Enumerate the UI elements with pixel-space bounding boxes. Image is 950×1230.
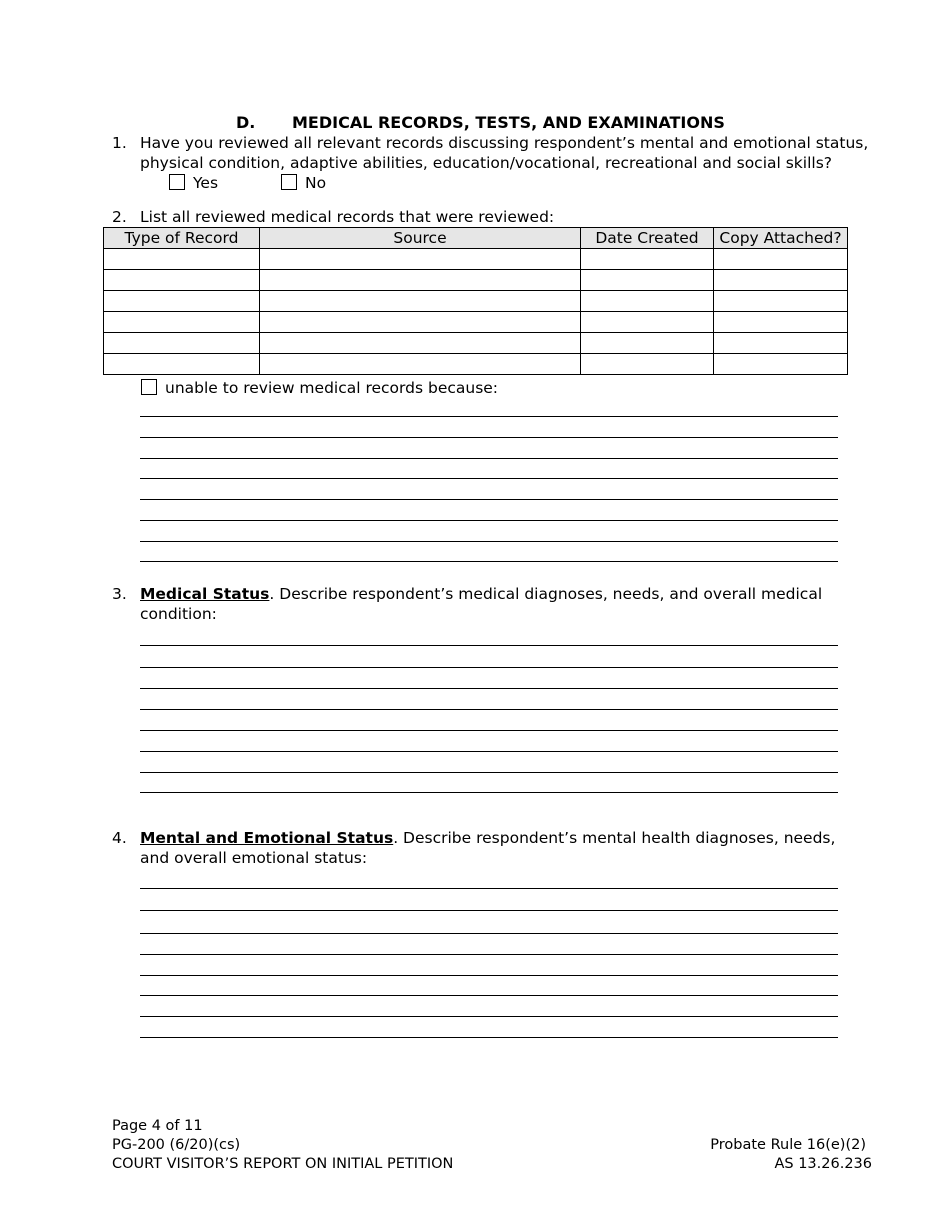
q1-no-checkbox[interactable] [281,174,297,190]
table-row [104,270,848,291]
q4-title: Mental and Emotional Status [140,829,394,847]
q3-answer-line[interactable] [140,730,838,731]
table-cell[interactable] [581,291,714,312]
col-header-copy: Copy Attached? [714,228,848,249]
table-cell[interactable] [714,249,848,270]
table-row [104,354,848,375]
q4-answer-line[interactable] [140,954,838,955]
q4-description: . Describe respondent’s mental health diagnoses, needs, [393,829,836,847]
q3-answer-line[interactable] [140,751,838,752]
q2-answer-line[interactable] [140,458,838,459]
q2-answer-line[interactable] [140,561,838,562]
q3-answer-line[interactable] [140,688,838,689]
table-cell[interactable] [714,291,848,312]
q4-answer-line[interactable] [140,995,838,996]
table-cell[interactable] [714,270,848,291]
table-cell[interactable] [260,333,581,354]
q3-title: Medical Status [140,585,270,603]
table-cell[interactable] [260,354,581,375]
table-cell[interactable] [714,354,848,375]
table-cell[interactable] [104,270,260,291]
q3-text-line2: condition: [140,605,217,623]
q2-answer-line[interactable] [140,416,838,417]
footer-page-number: Page 4 of 11 [112,1118,203,1134]
footer-form-number: PG-200 (6/20)(cs) [112,1137,241,1153]
table-cell[interactable] [581,333,714,354]
q1-text-line1: Have you reviewed all relevant records discussing respondent’s mental and emotional status, [140,134,869,152]
table-row [104,249,848,270]
section-title: MEDICAL RECORDS, TESTS, AND EXAMINATIONS [292,113,725,132]
q4-text-line2: and overall emotional status: [140,849,368,867]
table-cell[interactable] [104,312,260,333]
q2-answer-line[interactable] [140,541,838,542]
table-cell[interactable] [581,354,714,375]
table-cell[interactable] [104,333,260,354]
unable-review-label: unable to review medical records because: [165,379,499,397]
table-row [104,291,848,312]
table-cell[interactable] [581,270,714,291]
q4-text-line1 [140,829,835,847]
q1-no-label: No [305,174,327,192]
q3-description: . Describe respondent’s medical diagnoses, needs, and overall medical [269,585,823,603]
q1-yes-label: Yes [193,174,219,192]
table-row [104,333,848,354]
q2-number: 2. [112,208,127,226]
footer-form-title: COURT VISITOR’S REPORT ON INITIAL PETITION [112,1156,454,1172]
q3-answer-line[interactable] [140,667,838,668]
col-header-source: Source [260,228,581,249]
q3-number: 3. [112,585,127,603]
q4-answer-line[interactable] [140,933,838,934]
q4-number: 4. [112,829,127,847]
footer-statute: AS 13.26.236 [774,1156,872,1172]
q4-answer-line[interactable] [140,888,838,889]
q1-text-line2: physical condition, adaptive abilities, education/vocational, recreational and social skills? [140,154,833,172]
q3-answer-line[interactable] [140,645,838,646]
footer-rule: Probate Rule 16(e)(2) [710,1137,866,1153]
q3-answer-line[interactable] [140,709,838,710]
q3-text-line1 [140,585,822,603]
q4-answer-line[interactable] [140,975,838,976]
table-row [104,312,848,333]
table-cell[interactable] [581,312,714,333]
q3-answer-line[interactable] [140,792,838,793]
records-table [103,227,848,375]
q4-answer-line[interactable] [140,1016,838,1017]
section-letter: D. [236,113,256,132]
table-cell[interactable] [260,270,581,291]
table-header-row [104,228,848,249]
q2-answer-line[interactable] [140,478,838,479]
q3-answer-line[interactable] [140,772,838,773]
table-cell[interactable] [104,354,260,375]
q1-yes-checkbox[interactable] [169,174,185,190]
q2-answer-line[interactable] [140,499,838,500]
table-cell[interactable] [104,291,260,312]
table-cell[interactable] [260,249,581,270]
col-header-type: Type of Record [104,228,260,249]
table-cell[interactable] [104,249,260,270]
table-cell[interactable] [260,291,581,312]
table-cell[interactable] [714,312,848,333]
q2-answer-line[interactable] [140,437,838,438]
col-header-date: Date Created [581,228,714,249]
q4-answer-line[interactable] [140,1037,838,1038]
table-cell[interactable] [714,333,848,354]
q2-text: List all reviewed medical records that were reviewed: [140,208,555,226]
q1-number: 1. [112,134,127,152]
table-cell[interactable] [581,249,714,270]
unable-review-checkbox[interactable] [141,379,157,395]
q2-answer-line[interactable] [140,520,838,521]
q4-answer-line[interactable] [140,910,838,911]
table-cell[interactable] [260,312,581,333]
